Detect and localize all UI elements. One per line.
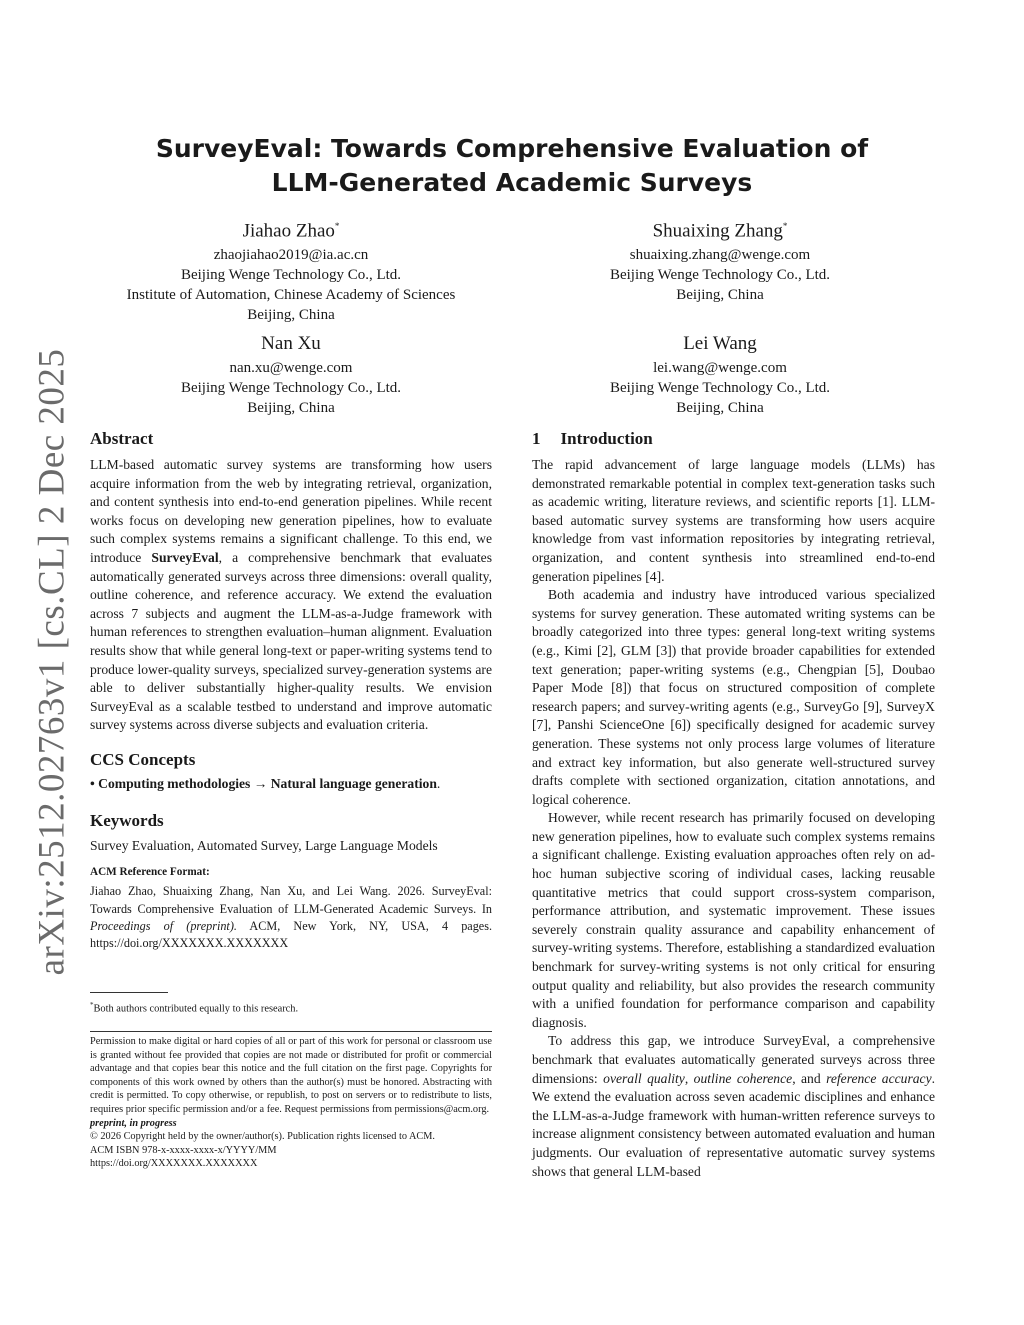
author-affiliation: Institute of Automation, Chinese Academy of Sciences — [126, 287, 456, 304]
author-email: zhaojiahao2019@ia.ac.cn — [213, 247, 369, 264]
equal-contribution-mark: * — [334, 221, 340, 231]
intro-paragraph-2: Both academia and industry have introduced various specialized systems for survey generation. These automated writing systems can be broadly categorized into three types: general long-text writing systems (e.g., Kimi [2], GLM [3]) that provide broader capabilities for extended text generation; paper-writing systems (e.g., Chengpian [5], Doubao Paper Mode [8]) that focus on structured composition of complete research papers; and survey-writing agents (e.g., SurveyGo [9], SurveyX [7], Panshi ScienceOne [6]) specifically designed for academic survey generation. These systems not only process large volumes of literature and extract key information, but also generate well-structured survey drafts complete with sectioned organization, citation annotations, and logical coherence. — [532, 587, 935, 807]
keywords-text: Survey Evaluation, Automated Survey, Large Language Models — [90, 837, 438, 853]
author-location: Beijing, China — [676, 400, 764, 416]
author-email: shuaixing.zhang@wenge.com — [629, 247, 811, 264]
author-affiliation: Beijing Wenge Technology Co., Ltd. — [180, 380, 402, 396]
right-column — [532, 428, 935, 1181]
introduction-heading: Introduction — [560, 429, 653, 448]
section-number: 1 — [532, 429, 541, 448]
author-affiliation: Beijing Wenge Technology Co., Ltd. — [180, 267, 402, 284]
author-location: Beijing, China — [247, 400, 335, 416]
intro-paragraph-1: The rapid advancement of large language models (LLMs) has demonstrated remarkable potential in complex text-generation tasks such as academic writing, literature reviews, and scientific reports [1]. LLM-based automatic survey systems are transforming how users acquire knowledge from vast information repositories by integrating retrieval, organization, and content synthesis into streamlined end-to-end generation pipelines [4]. — [532, 457, 935, 584]
permission-rule — [90, 1031, 492, 1032]
author-name: Shuaixing Zhang — [652, 220, 783, 242]
doi-link[interactable]: https://doi.org/XXXXXXX.XXXXXXX — [90, 1158, 258, 1170]
footnote: *Both authors contributed equally to this research. — [90, 1001, 299, 1015]
author-block-1 — [91, 214, 491, 325]
ccs-heading: CCS Concepts — [90, 749, 196, 769]
venue-note: preprint, in progress — [90, 1117, 177, 1129]
author-location: Beijing, China — [676, 287, 764, 304]
author-name: Lei Wang — [683, 333, 757, 354]
title-line-2: LLM-Generated Academic Surveys — [271, 168, 753, 197]
author-name: Jiahao Zhao — [242, 220, 335, 242]
abstract-heading: Abstract — [90, 429, 154, 448]
benchmark-name: SurveyEval — [151, 549, 219, 565]
title-line-1: SurveyEval: Towards Comprehensive Evaluation of — [155, 134, 869, 163]
author-email: lei.wang@wenge.com — [653, 360, 787, 376]
author-name: Nan Xu — [261, 333, 321, 354]
author-affiliation: Beijing Wenge Technology Co., Ltd. — [609, 380, 831, 396]
author-email: nan.xu@wenge.com — [229, 360, 353, 376]
acm-reference-heading: ACM Reference Format: — [90, 866, 210, 879]
author-block-3 — [91, 332, 491, 418]
author-location: Beijing, China — [247, 307, 335, 324]
author-affiliation: Beijing Wenge Technology Co., Ltd. — [609, 267, 831, 284]
permission-block — [90, 1035, 492, 1171]
left-column — [90, 428, 492, 953]
author-block-4 — [520, 332, 920, 418]
equal-contribution-mark: * — [782, 221, 788, 231]
intro-paragraph-3: However, while recent research has primarily focused on developing new generation pipelines, how to evaluate such complex systems remains a significant challenge. Existing evaluation approaches often rely on ad-hoc human subjective scoring of individual cases, lacking reusable quantitative metrics that could support cross-system comparison, performance attribution, and systematic improvement. These issues severely constrain quality assurance and capability enhancement of survey-writing systems. Therefore, establishing a standardized evaluation benchmark for survey-writing systems is not only critical for ensuring output quality and reliability, but also provides the research community with a unified foundation for performance comparison and capability diagnosis. — [532, 810, 935, 1030]
author-block-2 — [520, 214, 920, 305]
footnote-rule — [90, 992, 168, 993]
permission-text: Permission to make digital or hard copies of all or part of this work for personal or classroom use is granted without fee provided that copies are not made or distributed for profit or commercial advantage and that copies bear this notice and the full citation on the first page. Copyrights for components of this work owned by others than the author(s) must be honored. Abstracting with credit is permitted. To copy otherwise, or republish, to post on servers or to redistribute to lists, requires prior specific permission and/or a fee. Request permissions from permissions@acm.org. — [90, 1036, 492, 1115]
arxiv-identifier: arXiv:2512.02763v1 [cs.CL] 2 Dec 2025 — [31, 348, 73, 976]
ccs-concept: • Computing methodologies → Natural language generation. — [90, 775, 441, 791]
abstract-text: LLM-based automatic survey systems are transforming how users acquire information from the web by integrating retrieval, organization, and content synthesis into end-to-end generation pipelines. While recent works focus on developing new generation pipelines, how to evaluate such complex systems remains a significant challenge. To this end, we introduce SurveyEval, a comprehensive benchmark that evaluates automatically generated surveys across three dimensions: overall quality, outline coherence, and reference accuracy. We extend the evaluation across 7 subjects and augment the LLM-as-a-Judge framework with human references to strengthen evaluation–human alignment. Evaluation results show that while general long-text or paper-writing systems tend to produce lower-quality surveys, specialized survey-generation systems are able to deliver substantially higher-quality results. We envision SurveyEval as a scalable testbed to understand and improve automatic survey systems across diverse subjects and evaluation criteria. — [90, 457, 492, 733]
copyright-notice: © 2026 Copyright held by the owner/author(s). Publication rights licensed to ACM. — [90, 1131, 436, 1143]
acm-reference-text: Jiahao Zhao, Shuaixing Zhang, Nan Xu, and Lei Wang. 2026. SurveyEval: Towards Comprehensive Evaluation of LLM-Generated Academic Surveys. In Proceedings of (preprint). ACM, New York, NY, USA, 4 pages. https://doi.org/XXXXXXX.XXXXXXX — [90, 884, 493, 951]
isbn: ACM ISBN 978-x-xxxx-xxxx-x/YYYY/MM — [90, 1144, 277, 1156]
keywords-heading: Keywords — [90, 810, 164, 830]
paper-title — [0, 132, 1024, 200]
intro-paragraph-4: To address this gap, we introduce SurveyEval, a comprehensive benchmark that evaluates automatically generated surveys across three dimensions: overall quality, outline coherence, and reference accuracy. We extend the evaluation across seven academic disciplines and enhance the LLM-as-a-Judge framework with human-written reference surveys to increase alignment consistency between automated evaluation and human judgments. Our evaluation of representative automatic survey systems shows that general LLM-based — [532, 1033, 936, 1179]
